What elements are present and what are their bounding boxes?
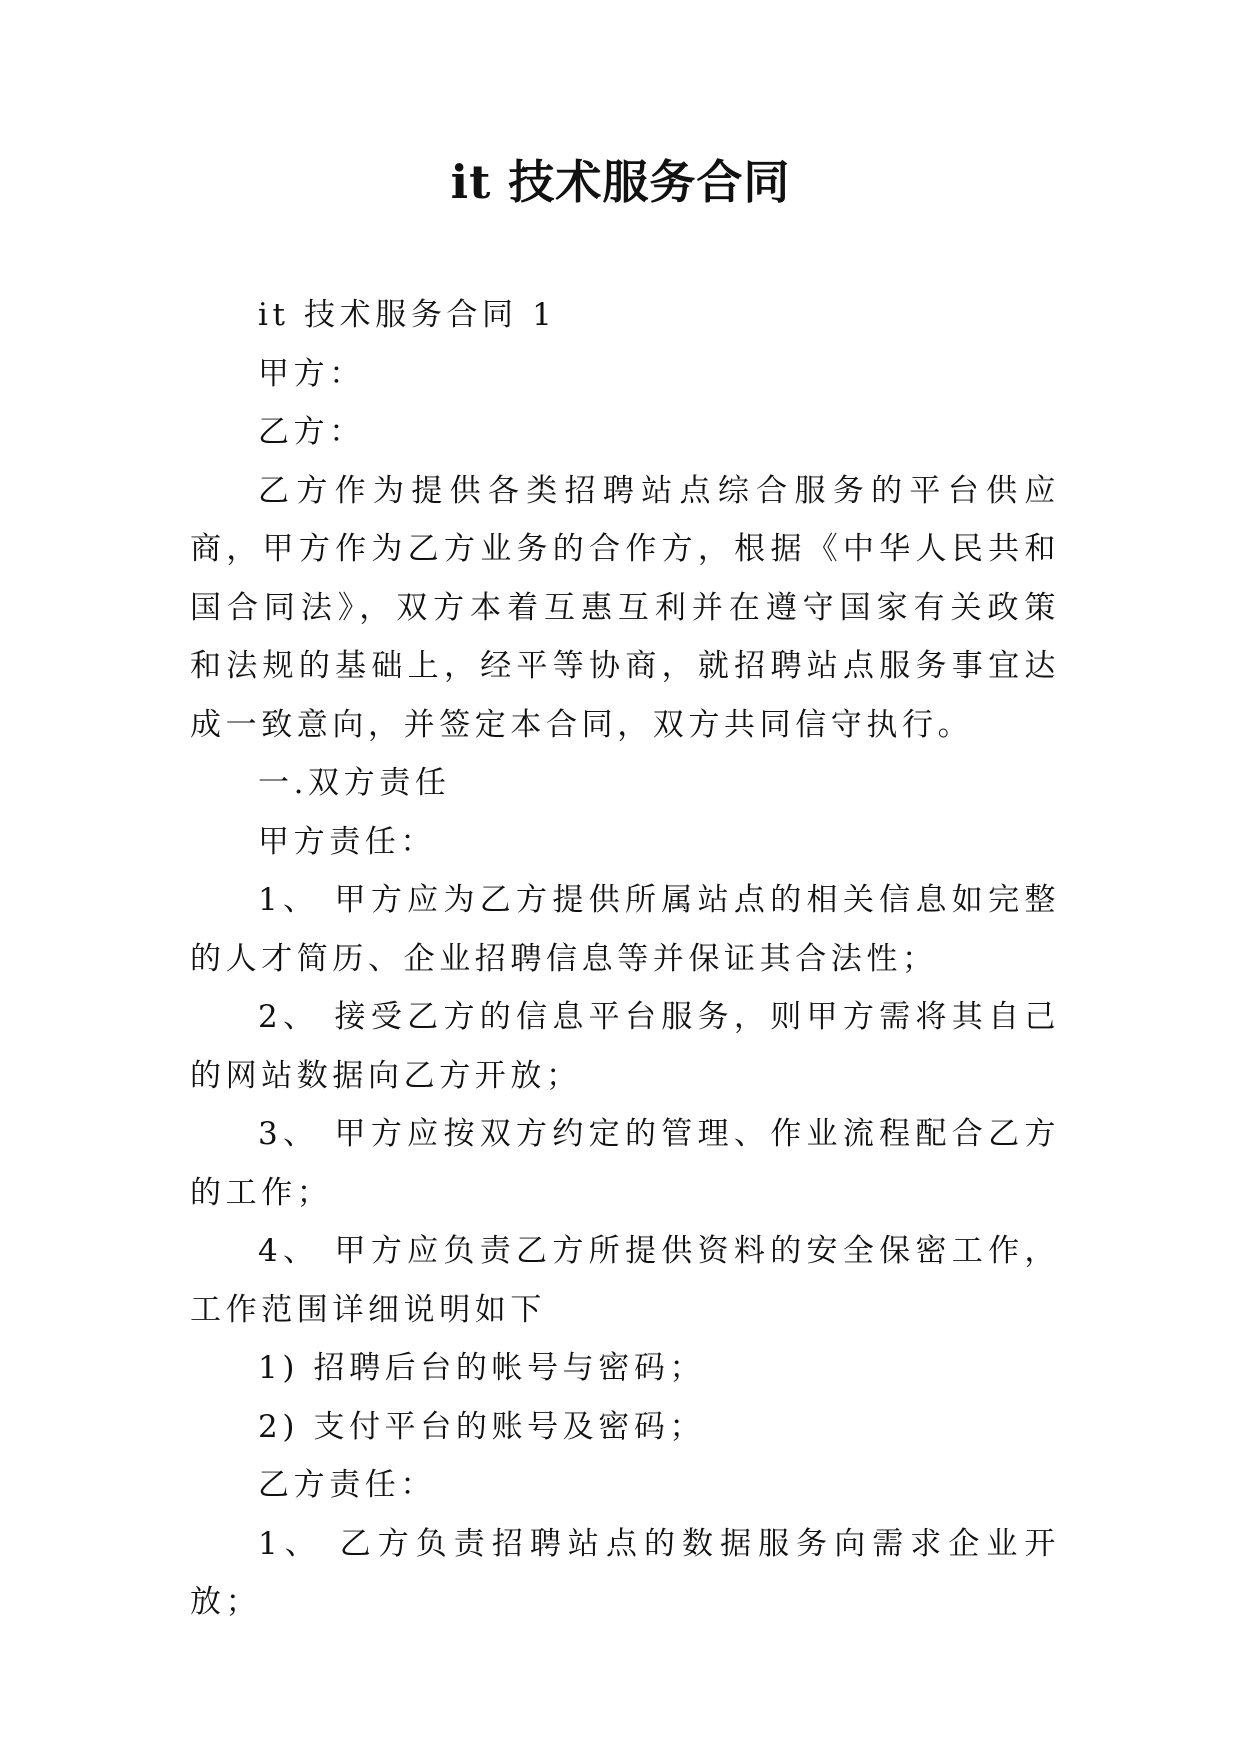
- party-a-line: 甲方：: [258, 355, 365, 392]
- party-a-item-1: 1、 甲方应为乙方提供所属站点的相关信息如完整的人才简历、企业招聘信息等并保证其合法性；: [190, 882, 1060, 977]
- document-title: it 技术服务合同: [450, 155, 791, 209]
- preamble-paragraph: 乙方作为提供各类招聘站点综合服务的平台供应商，甲方作为乙方业务的合作方，根据《中华人民共和国合同法》，双方本着互惠互利并在遵守国家有关政策和法规的基础上，经平等协商，就招聘站点服务事宜达成一致意向，并签定本合同，双方共同信守执行。: [190, 472, 1060, 743]
- party-a-item-2: 2、 接受乙方的信息平台服务，则甲方需将其自己的网站数据向乙方开放；: [190, 999, 1060, 1094]
- party-a-subitem-1: 1) 招聘后台的帐号与密码；: [258, 1350, 706, 1386]
- party-a-responsibilities-heading: 甲方责任：: [258, 823, 436, 860]
- party-b-line: 乙方：: [258, 414, 365, 450]
- party-b-responsibilities-heading: 乙方责任：: [258, 1467, 436, 1503]
- contract-number-line: it 技术服务合同 1: [258, 297, 557, 333]
- document-body: [190, 286, 1060, 1632]
- section-heading-responsibilities: 一.双方责任: [258, 765, 451, 801]
- party-a-subitem-2: 2) 支付平台的账号及密码；: [258, 1408, 706, 1445]
- party-a-item-3: 3、 甲方应按双方约定的管理、作业流程配合乙方的工作；: [190, 1116, 1060, 1211]
- party-b-item-1: 1、 乙方负责招聘站点的数据服务向需求企业开放；: [190, 1525, 1060, 1620]
- party-a-item-4: 4、 甲方应负责乙方所提供资料的安全保密工作，工作范围详细说明如下: [190, 1233, 1060, 1328]
